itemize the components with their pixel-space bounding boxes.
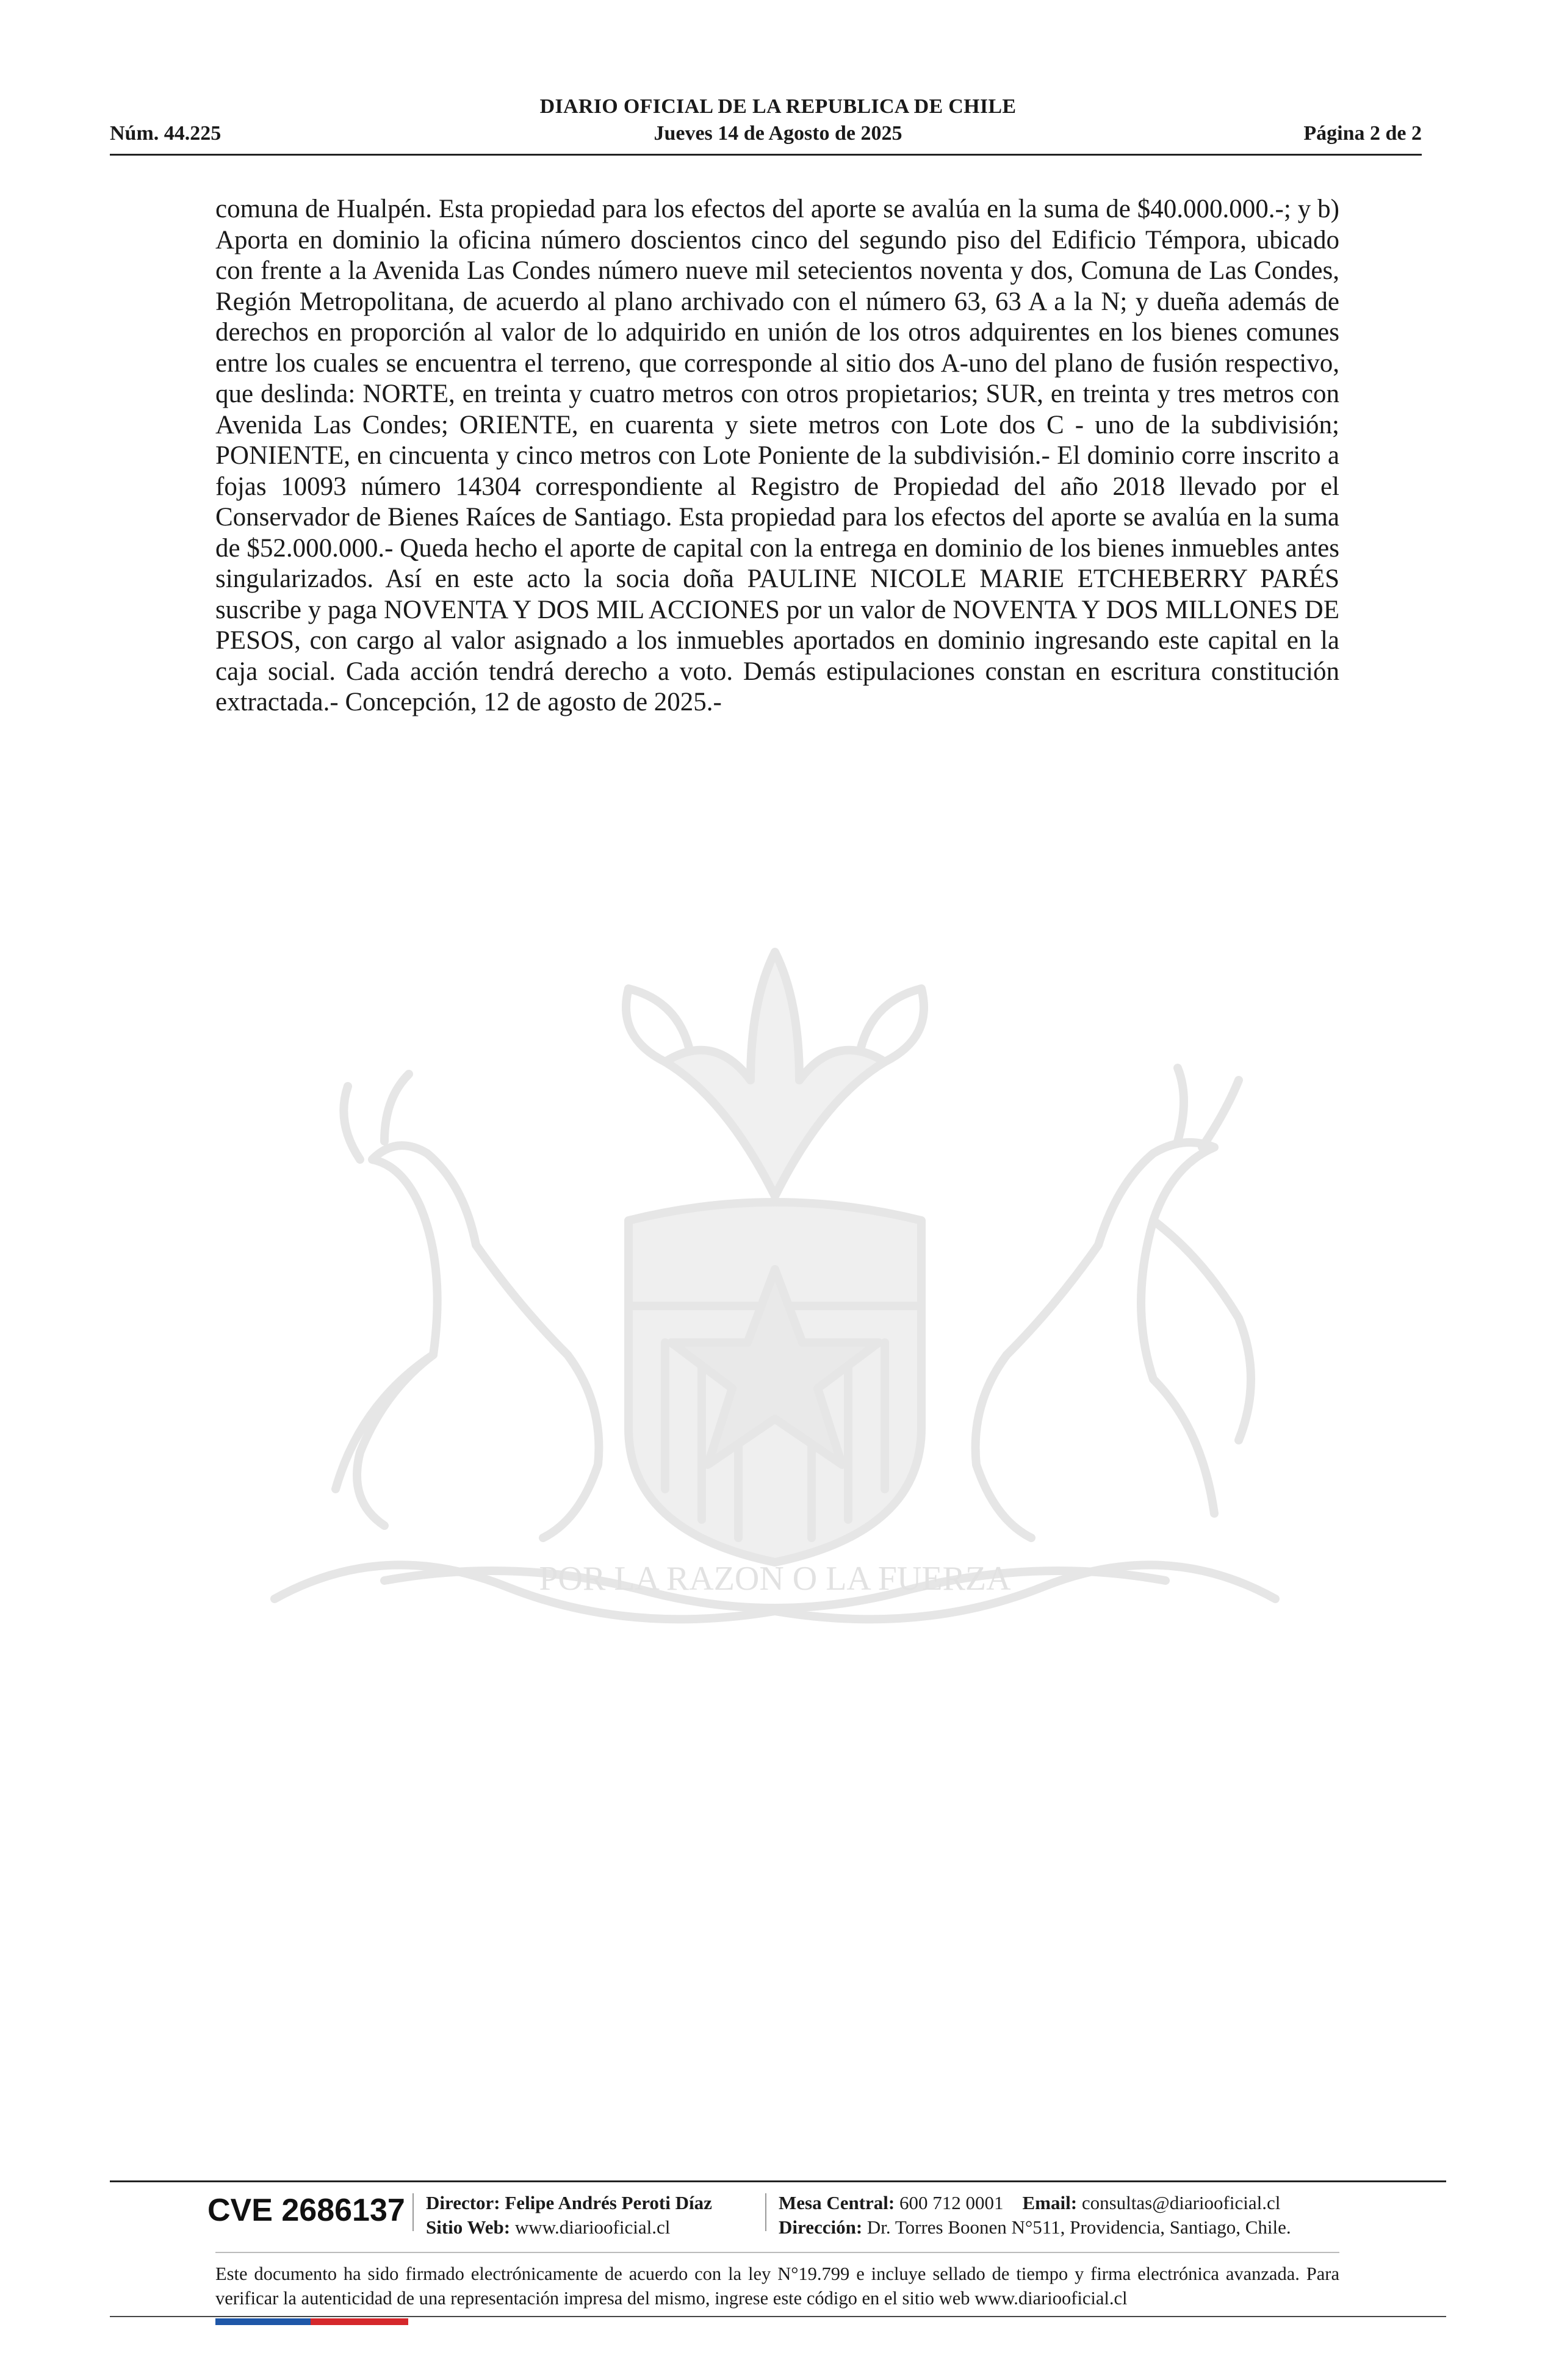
footer-director-block xyxy=(426,2191,712,2240)
email-label: Email: xyxy=(1022,2192,1078,2213)
coat-of-arms-watermark-icon xyxy=(201,879,1349,1672)
address-value: Dr. Torres Boonen N°511, Providencia, Santiago, Chile. xyxy=(866,2216,1291,2238)
footer-top-divider xyxy=(110,2180,1446,2182)
flag-stripe-red xyxy=(311,2318,408,2325)
director-label: Director: xyxy=(426,2192,500,2213)
footer-bottom-divider xyxy=(110,2316,1446,2317)
website-link[interactable]: www.diariooficial.cl xyxy=(514,2216,671,2238)
address-label: Dirección: xyxy=(779,2216,863,2238)
article-body: comuna de Hualpén. Esta propiedad para los efectos del aporte se avalúa en la suma de $40.000.000.-; y b) Aporta en dominio la oficina número doscientos cinco del segundo piso del Edificio Témpora, ubicado con frente a la Avenida Las Condes número nueve mil setecientos noventa y dos, Comuna de Las Condes, Región Metropolitana, de acuerdo al plano archivado con el número 63, 63 A a la N; y dueña además de derechos en proporción al valor de lo adquirido en unión de los otros adquirentes en los bienes comunes entre los cuales se encuentra el terreno, que corresponde al sitio dos A-uno del plano de fusión respectivo, que deslinda: NORTE, en treinta y cuatro metros con otros propietarios; SUR, en treinta y tres metros con Avenida Las Condes; ORIENTE, en cuarenta y siete metros con Lote dos C - uno de la subdivisión; PONIENTE, en cincuenta y cinco metros con Lote Poniente de la subdivisión.- El dominio corre inscrito a fojas 10093 número 14304 correspondiente al Registro de Propiedad del año 2018 llevado por el Conservador de Bienes Raíces de Santiago. Esta propiedad para los efectos del aporte se avalúa en la suma de $52.000.000.- Queda hecho el aporte de capital con la entrega en dominio de los bienes inmuebles antes singularizados. Así en este acto la socia doña PAULINE NICOLE MARIE ETCHEBERRY PARÉS suscribe y paga NOVENTA Y DOS MIL ACCIONES por un valor de NOVENTA Y DOS MILLONES DE PESOS, con cargo al valor asignado a los inmuebles aportados en dominio ingresando este capital en la caja social. Cada acción tendrá derecho a voto. Demás estipulaciones constan en escritura constitución extractada.- Concepción, 12 de agosto de 2025.- xyxy=(215,195,1339,716)
footer-separator xyxy=(765,2193,766,2231)
website-label: Sitio Web: xyxy=(426,2216,511,2238)
issue-number: Núm. 44.225 xyxy=(110,122,222,145)
newspaper-title: DIARIO OFICIAL DE LA REPUBLICA DE CHILE xyxy=(539,95,1017,118)
director-name: Felipe Andrés Peroti Díaz xyxy=(505,2192,712,2213)
footer-contact-block xyxy=(779,2191,1291,2240)
flag-stripe-blue xyxy=(215,2318,311,2325)
cve-code: CVE 2686137 xyxy=(207,2193,405,2228)
footer-mid-divider xyxy=(215,2252,1339,2253)
phone-label: Mesa Central: xyxy=(779,2192,895,2213)
phone-value: 600 712 0001 xyxy=(899,2192,1004,2213)
footer-separator xyxy=(412,2193,414,2231)
header-divider xyxy=(110,154,1422,156)
page-indicator: Página 2 de 2 xyxy=(1303,122,1422,145)
issue-date: Jueves 14 de Agosto de 2025 xyxy=(654,122,902,145)
watermark-motto: POR LA RAZON O LA FUERZA xyxy=(539,1560,1011,1598)
signature-notice: Este documento ha sido firmado electrónicamente de acuerdo con la ley N°19.799 e incluye sellado de tiempo y firma electrónica avanzada. Para verificar la autenticidad de una representación impresa del mismo, ingrese este código en el sitio web www.diariooficial.cl xyxy=(215,2263,1339,2309)
email-link[interactable]: consultas@diariooficial.cl xyxy=(1081,2192,1281,2213)
